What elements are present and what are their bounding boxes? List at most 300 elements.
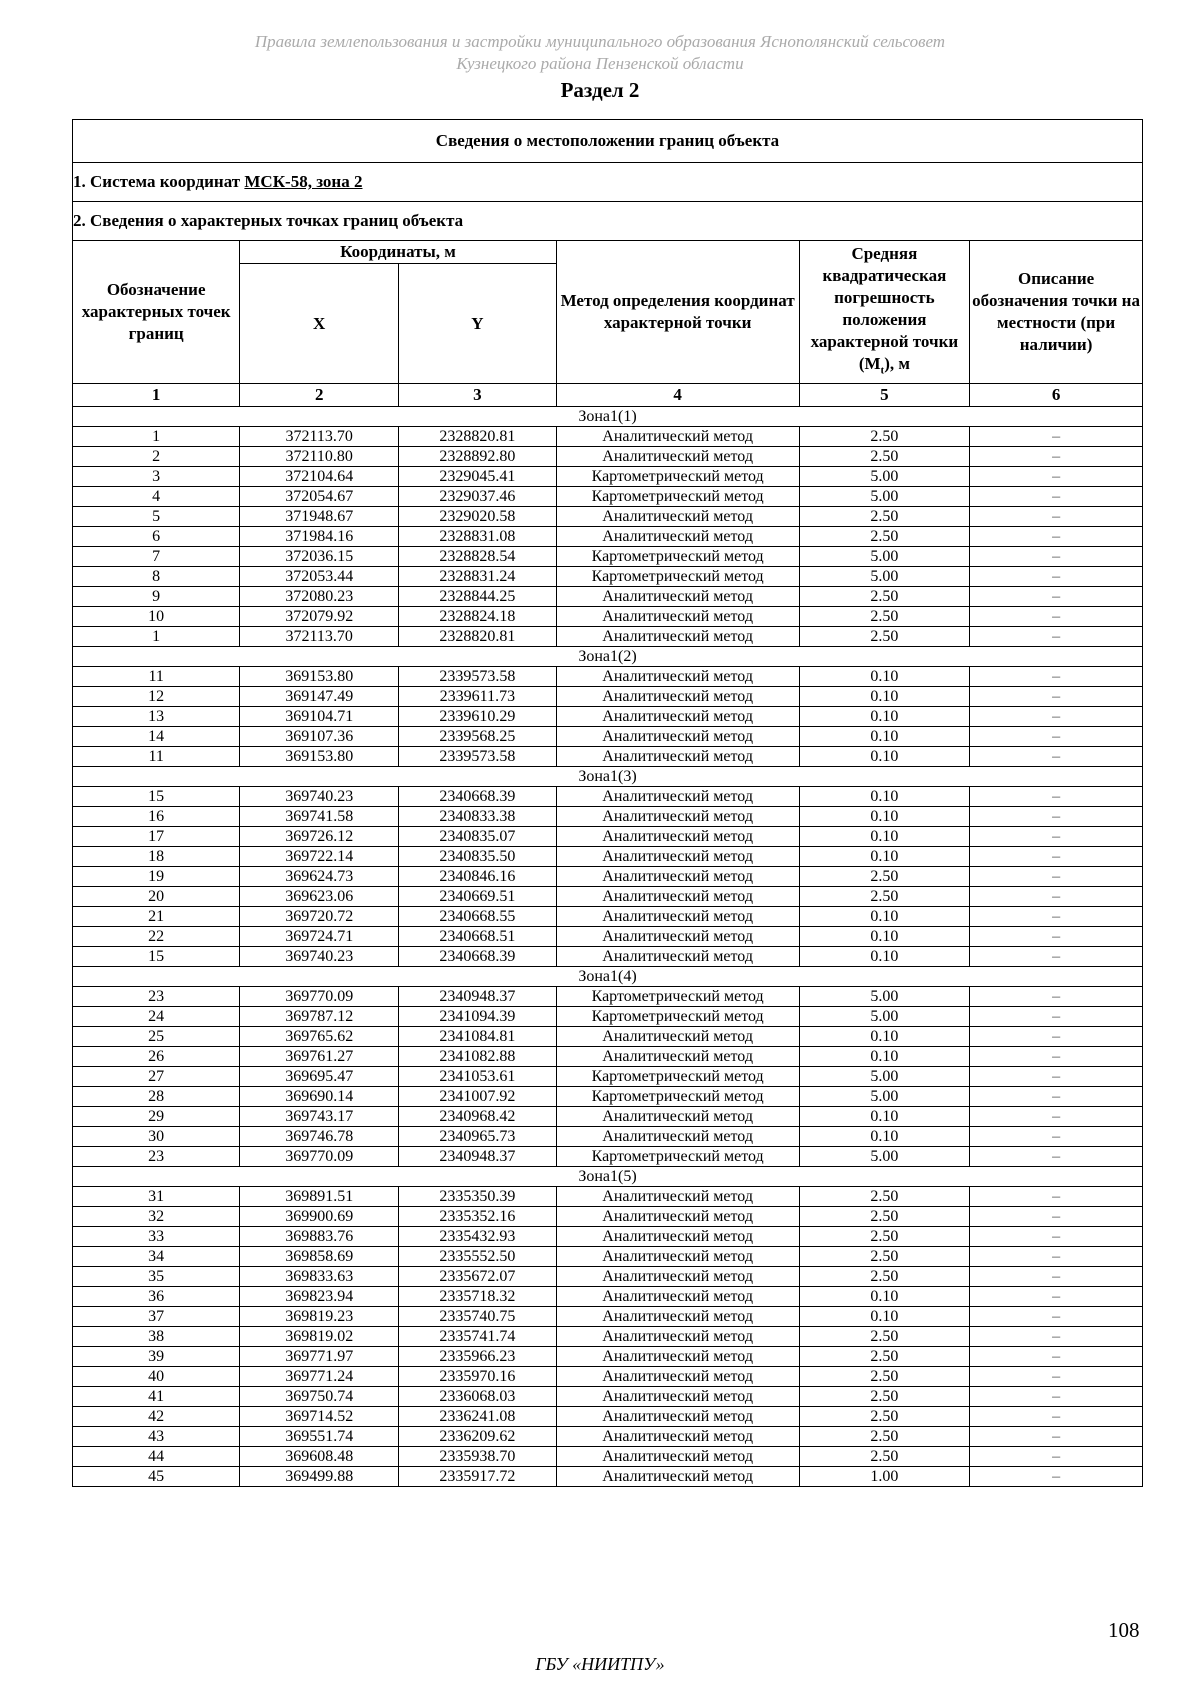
method-cell: Картометрический метод [556,1147,799,1167]
y-cell: 2339568.25 [399,727,557,747]
header-designation: Обозначение характерных точек границ [73,241,240,384]
error-cell: 2.50 [799,527,970,547]
description-cell: – [970,907,1143,927]
point-id-cell: 38 [73,1327,240,1347]
x-cell: 372080.23 [240,587,399,607]
header-description: Описание обозначения точки на местности (при наличии) [970,241,1143,384]
x-cell: 369153.80 [240,667,399,687]
y-cell: 2328820.81 [399,427,557,447]
col-number: 4 [556,384,799,407]
x-cell: 371984.16 [240,527,399,547]
error-cell: 0.10 [799,907,970,927]
point-id-cell: 16 [73,807,240,827]
description-cell: – [970,1327,1143,1347]
x-cell: 369858.69 [240,1247,399,1267]
method-cell: Аналитический метод [556,1227,799,1247]
zone-label: Зона1(2) [73,647,1143,667]
point-id-cell: 35 [73,1267,240,1287]
x-cell: 369722.14 [240,847,399,867]
error-cell: 2.50 [799,607,970,627]
x-cell: 369695.47 [240,1067,399,1087]
error-cell: 0.10 [799,1127,970,1147]
method-cell: Аналитический метод [556,627,799,647]
description-cell: – [970,1367,1143,1387]
description-cell: – [970,1267,1143,1287]
error-cell: 5.00 [799,1007,970,1027]
point-id-cell: 34 [73,1247,240,1267]
table-row [73,1007,1143,1027]
point-id-cell: 31 [73,1187,240,1207]
error-cell: 2.50 [799,1387,970,1407]
description-cell: – [970,607,1143,627]
coord-system-value: МСК-58, зона 2 [244,172,363,191]
x-cell: 369771.97 [240,1347,399,1367]
point-id-cell: 26 [73,1047,240,1067]
method-cell: Картометрический метод [556,1007,799,1027]
y-cell: 2335432.93 [399,1227,557,1247]
method-cell: Аналитический метод [556,1387,799,1407]
page-number: 108 [1108,1618,1140,1642]
x-cell: 369771.24 [240,1367,399,1387]
method-cell: Аналитический метод [556,427,799,447]
zone-label: Зона1(1) [73,407,1143,427]
x-cell: 369720.72 [240,907,399,927]
method-cell: Аналитический метод [556,707,799,727]
x-cell: 369107.36 [240,727,399,747]
zone-row [73,767,1143,787]
description-cell: – [970,1307,1143,1327]
method-cell: Аналитический метод [556,1307,799,1327]
points-section-label: 2. Сведения о характерных точках границ объекта [73,202,1143,241]
y-cell: 2339573.58 [399,747,557,767]
description-cell: – [970,1027,1143,1047]
error-cell: 0.10 [799,1027,970,1047]
method-cell: Аналитический метод [556,1427,799,1447]
y-cell: 2341007.92 [399,1087,557,1107]
x-cell: 372054.67 [240,487,399,507]
description-cell: – [970,1007,1143,1027]
method-cell: Аналитический метод [556,1027,799,1047]
header-y: Y [399,264,557,384]
boundary-points-table [72,119,1143,1487]
description-cell: – [970,667,1143,687]
y-cell: 2339573.58 [399,667,557,687]
table-row [73,987,1143,1007]
table-row [73,1247,1143,1267]
y-cell: 2335970.16 [399,1367,557,1387]
point-id-cell: 45 [73,1467,240,1487]
description-cell: – [970,1207,1143,1227]
table-title-row [73,120,1143,163]
table-row [73,887,1143,907]
description-cell: – [970,487,1143,507]
table-row [73,1347,1143,1367]
x-cell: 369746.78 [240,1127,399,1147]
method-cell: Аналитический метод [556,887,799,907]
y-cell: 2339611.73 [399,687,557,707]
x-cell: 369823.94 [240,1287,399,1307]
description-cell: – [970,1087,1143,1107]
y-cell: 2336209.62 [399,1427,557,1447]
zone-label: Зона1(3) [73,767,1143,787]
table-row [73,727,1143,747]
y-cell: 2340668.51 [399,927,557,947]
description-cell: – [970,1067,1143,1087]
description-cell: – [970,1147,1143,1167]
error-cell: 0.10 [799,707,970,727]
error-cell: 0.10 [799,687,970,707]
table-row [73,1087,1143,1107]
table-row [73,807,1143,827]
method-cell: Аналитический метод [556,1287,799,1307]
y-cell: 2329020.58 [399,507,557,527]
x-cell: 372079.92 [240,607,399,627]
x-cell: 369724.71 [240,927,399,947]
table-row [73,907,1143,927]
table-row [73,1267,1143,1287]
error-cell: 5.00 [799,547,970,567]
y-cell: 2328892.80 [399,447,557,467]
method-cell: Аналитический метод [556,1107,799,1127]
y-cell: 2341084.81 [399,1027,557,1047]
error-cell: 2.50 [799,427,970,447]
y-cell: 2335741.74 [399,1327,557,1347]
method-cell: Аналитический метод [556,907,799,927]
error-cell: 5.00 [799,1087,970,1107]
header-error: Средняя квадратическая погрешность положения характерной точки $(M_t)$, м [799,241,970,384]
y-cell: 2340846.16 [399,867,557,887]
point-id-cell: 33 [73,1227,240,1247]
point-id-cell: 20 [73,887,240,907]
table-row [73,1107,1143,1127]
error-cell: 2.50 [799,1447,970,1467]
y-cell: 2340668.39 [399,787,557,807]
error-cell: 0.10 [799,727,970,747]
description-cell: – [970,707,1143,727]
y-cell: 2339610.29 [399,707,557,727]
method-cell: Аналитический метод [556,1187,799,1207]
point-id-cell: 25 [73,1027,240,1047]
error-cell: 2.50 [799,1227,970,1247]
error-cell: 2.50 [799,447,970,467]
method-cell: Аналитический метод [556,587,799,607]
col-number: 1 [73,384,240,407]
y-cell: 2340965.73 [399,1127,557,1147]
y-cell: 2328828.54 [399,547,557,567]
point-id-cell: 11 [73,747,240,767]
point-id-cell: 10 [73,607,240,627]
table-row [73,1047,1143,1067]
method-cell: Аналитический метод [556,527,799,547]
description-cell: – [970,1107,1143,1127]
table-row [73,587,1143,607]
description-cell: – [970,1447,1143,1467]
error-cell: 0.10 [799,667,970,687]
method-cell: Аналитический метод [556,1047,799,1067]
method-cell: Аналитический метод [556,447,799,467]
error-cell: 0.10 [799,847,970,867]
point-id-cell: 37 [73,1307,240,1327]
description-cell: – [970,947,1143,967]
point-id-cell: 9 [73,587,240,607]
coord-system-row [73,163,1143,202]
description-cell: – [970,727,1143,747]
x-cell: 372113.70 [240,627,399,647]
point-id-cell: 2 [73,447,240,467]
x-cell: 369624.73 [240,867,399,887]
point-id-cell: 24 [73,1007,240,1027]
point-id-cell: 23 [73,987,240,1007]
x-cell: 369891.51 [240,1187,399,1207]
description-cell: – [970,627,1143,647]
header-row-1 [73,241,1143,264]
x-cell: 369883.76 [240,1227,399,1247]
table-row [73,1367,1143,1387]
y-cell: 2340835.50 [399,847,557,867]
table-row [73,747,1143,767]
y-cell: 2341094.39 [399,1007,557,1027]
x-cell: 372104.64 [240,467,399,487]
y-cell: 2340668.39 [399,947,557,967]
x-cell: 369787.12 [240,1007,399,1027]
error-cell: 2.50 [799,1207,970,1227]
table-row [73,1287,1143,1307]
description-cell: – [970,467,1143,487]
x-cell: 369714.52 [240,1407,399,1427]
description-cell: – [970,1387,1143,1407]
point-id-cell: 14 [73,727,240,747]
x-cell: 369153.80 [240,747,399,767]
error-cell: 5.00 [799,467,970,487]
method-cell: Аналитический метод [556,1267,799,1287]
y-cell: 2335740.75 [399,1307,557,1327]
error-cell: 0.10 [799,1107,970,1127]
y-cell: 2335718.32 [399,1287,557,1307]
error-cell: 0.10 [799,1047,970,1067]
section-title: Раздел 2 [560,78,640,102]
x-cell: 369147.49 [240,687,399,707]
y-cell: 2335917.72 [399,1467,557,1487]
point-id-cell: 41 [73,1387,240,1407]
description-cell: – [970,807,1143,827]
error-cell: 2.50 [799,1327,970,1347]
description-cell: – [970,1347,1143,1367]
error-cell: 0.10 [799,827,970,847]
column-number-row [73,384,1143,407]
description-cell: – [970,1287,1143,1307]
table-row [73,1127,1143,1147]
x-cell: 369750.74 [240,1387,399,1407]
table-title: Сведения о местоположении границ объекта [73,120,1143,163]
description-cell: – [970,887,1143,907]
error-cell: 2.50 [799,1247,970,1267]
method-cell: Аналитический метод [556,1467,799,1487]
method-cell: Аналитический метод [556,867,799,887]
table-row [73,447,1143,467]
method-cell: Аналитический метод [556,847,799,867]
y-cell: 2336068.03 [399,1387,557,1407]
point-id-cell: 17 [73,827,240,847]
error-cell: 2.50 [799,627,970,647]
table-row [73,547,1143,567]
description-cell: – [970,427,1143,447]
point-id-cell: 23 [73,1147,240,1167]
error-cell: 2.50 [799,507,970,527]
zone-label: Зона1(4) [73,967,1143,987]
description-cell: – [970,567,1143,587]
x-cell: 369900.69 [240,1207,399,1227]
coord-system-label: 1. Система координат [73,172,245,191]
description-cell: – [970,827,1143,847]
zone-row [73,647,1143,667]
method-cell: Аналитический метод [556,727,799,747]
x-cell: 369499.88 [240,1467,399,1487]
error-cell: 2.50 [799,1427,970,1447]
method-cell: Аналитический метод [556,1207,799,1227]
error-cell: 5.00 [799,987,970,1007]
x-cell: 369770.09 [240,1147,399,1167]
table-row [73,567,1143,587]
y-cell: 2335938.70 [399,1447,557,1467]
method-cell: Аналитический метод [556,1347,799,1367]
description-cell: – [970,587,1143,607]
table-row [73,927,1143,947]
point-id-cell: 28 [73,1087,240,1107]
y-cell: 2340948.37 [399,987,557,1007]
description-cell: – [970,447,1143,467]
description-cell: – [970,847,1143,867]
method-cell: Аналитический метод [556,1327,799,1347]
table-row [73,1147,1143,1167]
method-cell: Картометрический метод [556,987,799,1007]
y-cell: 2328824.18 [399,607,557,627]
y-cell: 2335966.23 [399,1347,557,1367]
description-cell: – [970,1227,1143,1247]
point-id-cell: 40 [73,1367,240,1387]
table-row [73,1227,1143,1247]
x-cell: 372036.15 [240,547,399,567]
method-cell: Аналитический метод [556,667,799,687]
x-cell: 369104.71 [240,707,399,727]
description-cell: – [970,867,1143,887]
x-cell: 369551.74 [240,1427,399,1447]
error-cell: 0.10 [799,1287,970,1307]
error-cell: 0.10 [799,747,970,767]
method-cell: Аналитический метод [556,1127,799,1147]
point-id-cell: 7 [73,547,240,567]
description-cell: – [970,1187,1143,1207]
method-cell: Аналитический метод [556,687,799,707]
method-cell: Картометрический метод [556,1087,799,1107]
error-cell: 2.50 [799,587,970,607]
error-cell: 2.50 [799,1267,970,1287]
table-row [73,1207,1143,1227]
method-cell: Картометрический метод [556,547,799,567]
x-cell: 369819.23 [240,1307,399,1327]
point-id-cell: 39 [73,1347,240,1367]
zone-label: Зона1(5) [73,1167,1143,1187]
point-id-cell: 6 [73,527,240,547]
x-cell: 369726.12 [240,827,399,847]
point-id-cell: 5 [73,507,240,527]
y-cell: 2328844.25 [399,587,557,607]
error-cell: 0.10 [799,787,970,807]
zone-row [73,1167,1143,1187]
method-cell: Картометрический метод [556,1067,799,1087]
error-cell: 2.50 [799,1187,970,1207]
table-row [73,507,1143,527]
method-cell: Аналитический метод [556,787,799,807]
x-cell: 369623.06 [240,887,399,907]
y-cell: 2341082.88 [399,1047,557,1067]
error-cell: 2.50 [799,867,970,887]
method-cell: Аналитический метод [556,607,799,627]
table-row [73,527,1143,547]
table-row [73,667,1143,687]
point-id-cell: 15 [73,947,240,967]
table-row [73,1027,1143,1047]
x-cell: 369761.27 [240,1047,399,1067]
method-cell: Аналитический метод [556,1407,799,1427]
method-cell: Аналитический метод [556,1447,799,1467]
x-cell: 369819.02 [240,1327,399,1347]
y-cell: 2335350.39 [399,1187,557,1207]
point-id-cell: 36 [73,1287,240,1307]
point-id-cell: 1 [73,427,240,447]
method-cell: Аналитический метод [556,947,799,967]
table-row [73,427,1143,447]
y-cell: 2340669.51 [399,887,557,907]
table-row [73,607,1143,627]
description-cell: – [970,1127,1143,1147]
header-coords: Координаты, м [240,241,556,264]
point-id-cell: 22 [73,927,240,947]
table-row [73,467,1143,487]
point-id-cell: 18 [73,847,240,867]
table-row [73,1407,1143,1427]
x-cell: 369740.23 [240,947,399,967]
col-number: 3 [399,384,557,407]
col-number: 2 [240,384,399,407]
y-cell: 2328831.24 [399,567,557,587]
x-cell: 369608.48 [240,1447,399,1467]
y-cell: 2340668.55 [399,907,557,927]
error-cell: 2.50 [799,887,970,907]
point-id-cell: 42 [73,1407,240,1427]
point-id-cell: 4 [73,487,240,507]
description-cell: – [970,687,1143,707]
running-header-line2: Кузнецкого района Пензенской области [456,54,744,73]
point-id-cell: 29 [73,1107,240,1127]
error-cell: 2.50 [799,1367,970,1387]
table-row [73,687,1143,707]
point-id-cell: 3 [73,467,240,487]
y-cell: 2328831.08 [399,527,557,547]
y-cell: 2335552.50 [399,1247,557,1267]
table-row [73,947,1143,967]
method-cell: Аналитический метод [556,747,799,767]
method-cell: Картометрический метод [556,487,799,507]
y-cell: 2329045.41 [399,467,557,487]
point-id-cell: 15 [73,787,240,807]
y-cell: 2329037.46 [399,487,557,507]
error-cell: 5.00 [799,1067,970,1087]
x-cell: 371948.67 [240,507,399,527]
point-id-cell: 1 [73,627,240,647]
error-cell: 0.10 [799,947,970,967]
point-id-cell: 11 [73,667,240,687]
description-cell: – [970,507,1143,527]
